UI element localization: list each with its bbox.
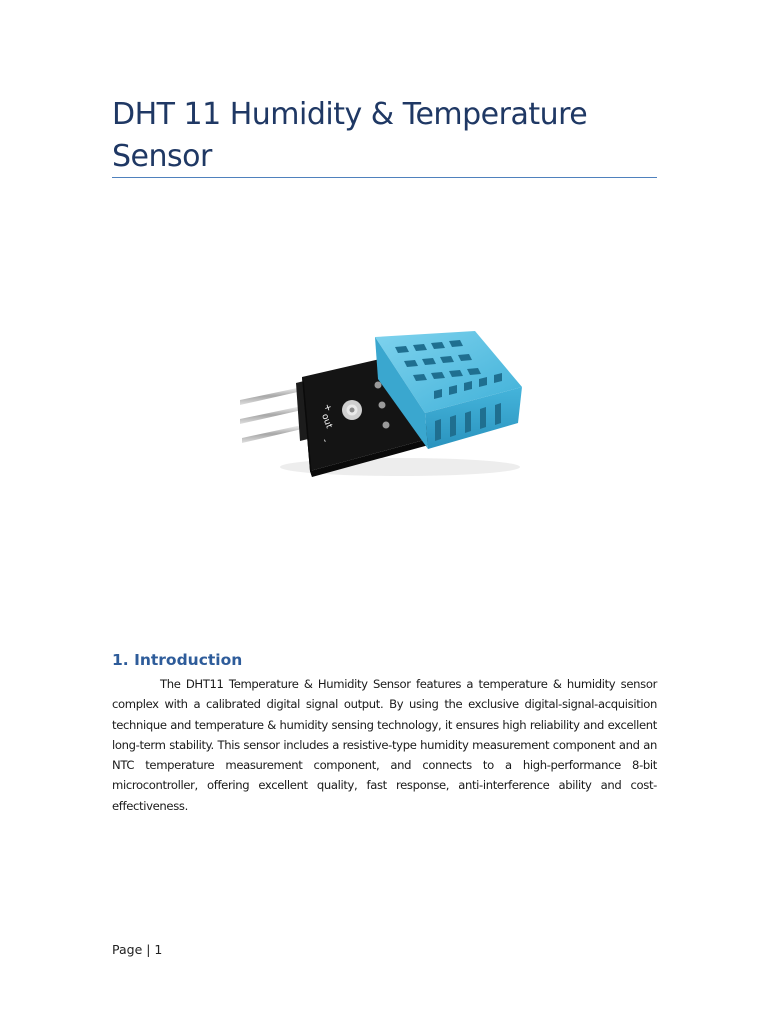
page-number: Page | 1 — [112, 942, 163, 957]
mounting-hole — [342, 400, 362, 420]
pin-label-minus: - — [319, 437, 330, 445]
pin — [242, 425, 302, 443]
header-pins — [240, 387, 302, 443]
dht11-sensor-image — [230, 325, 530, 485]
pin — [240, 406, 302, 424]
pin-label-out: out — [319, 412, 334, 430]
page-title: DHT 11 Humidity & Temperature Sensor — [112, 97, 588, 174]
pin-label-plus: + — [321, 402, 334, 414]
title-divider — [112, 177, 657, 178]
pin — [240, 387, 302, 405]
section-heading-introduction: 1. Introduction — [112, 651, 243, 669]
introduction-paragraph: The DHT11 Temperature & Humidity Sensor features a temperature & humidity sensor complex with a calibrated digital signal output. By using the exclusive digital-signal-acquisition technique and temperature & humidity sensing technology, it ensures high reliability and excellent long-term stability. This sensor includes a resistive-type humidity measurement component and an NTC temperature measurement component, and connects to a high-performance 8-bit microcontroller, offering excellent quality, fast response, anti-interference ability and cost-effectiveness. — [112, 677, 657, 813]
